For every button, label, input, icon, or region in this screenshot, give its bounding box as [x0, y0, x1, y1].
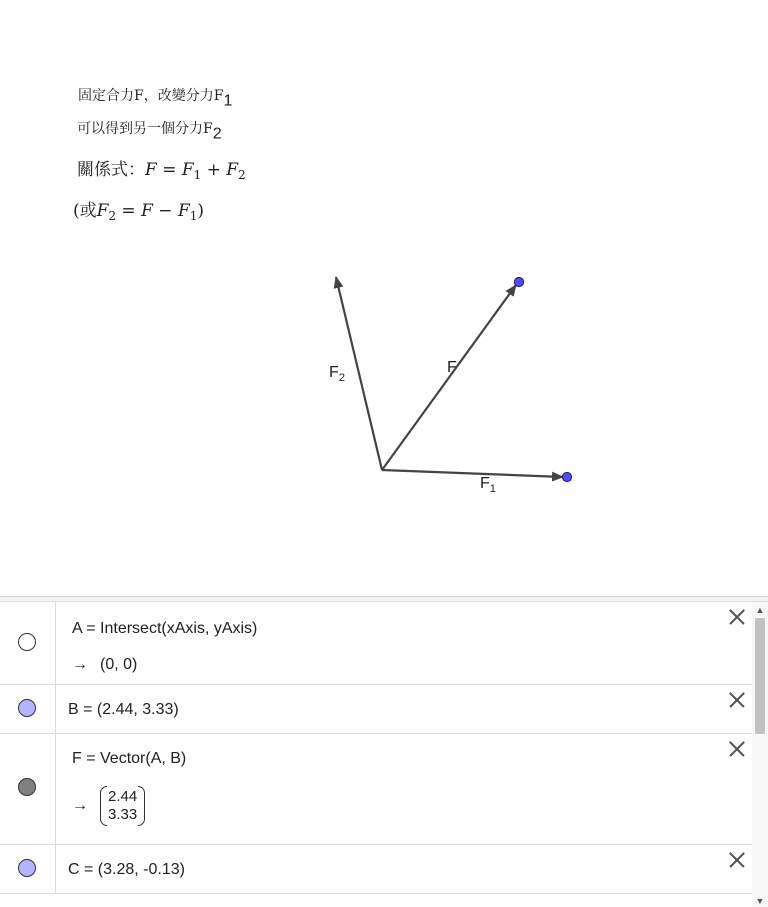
- definition-f[interactable]: F = Vector(A, B): [72, 750, 187, 767]
- scroll-thumb[interactable]: [755, 618, 765, 734]
- definition-c[interactable]: C = (3.28, -0.13): [68, 861, 185, 878]
- algebra-row-b[interactable]: [0, 685, 752, 734]
- definition-a[interactable]: A = Intersect(xAxis, yAxis): [72, 620, 258, 637]
- output-a: → (0, 0): [72, 656, 138, 673]
- vector-f[interactable]: [382, 285, 516, 470]
- marble-cell: [0, 734, 56, 844]
- scroll-up-icon[interactable]: ▲: [755, 605, 765, 615]
- output-f: → 2.44 3.33: [72, 788, 145, 824]
- visibility-marble-b[interactable]: [18, 699, 36, 717]
- visibility-marble-f[interactable]: [18, 778, 36, 796]
- visibility-marble-c[interactable]: [18, 859, 36, 877]
- delete-icon[interactable]: [728, 608, 746, 626]
- scroll-down-icon[interactable]: ▼: [755, 896, 765, 906]
- text-relation: 關係式：$F = F_1 + F_2$: [77, 160, 246, 183]
- vector-f1[interactable]: [382, 470, 563, 477]
- marble-cell: [0, 845, 56, 893]
- text-other-component: 可以得到另一個分力$F_2$: [77, 121, 222, 143]
- definition-b[interactable]: B = (2.44, 3.33): [68, 701, 179, 718]
- algebra-view[interactable]: [0, 602, 752, 907]
- marble-cell: [0, 602, 56, 684]
- point-c[interactable]: [562, 472, 571, 481]
- text-fixed-resultant: 固定合力F，改變分力$F_1$: [78, 88, 233, 110]
- algebra-row-a[interactable]: [0, 602, 752, 685]
- algebra-scrollbar[interactable]: [752, 602, 768, 907]
- vector-matrix: 2.44 3.33: [100, 788, 145, 824]
- marble-cell: [0, 685, 56, 733]
- label-f: F: [447, 359, 457, 376]
- label-f2: $F_2$: [329, 364, 346, 384]
- label-f1: $F_1$: [480, 475, 497, 495]
- algebra-row-c[interactable]: [0, 845, 752, 894]
- text-alternative-relation: (或$F_2 = F - F_1$): [73, 201, 204, 224]
- delete-icon[interactable]: [728, 691, 746, 709]
- delete-icon[interactable]: [728, 740, 746, 758]
- algebra-row-f[interactable]: [0, 734, 752, 845]
- point-b[interactable]: [514, 277, 523, 286]
- delete-icon[interactable]: [728, 851, 746, 869]
- visibility-marble-a[interactable]: [18, 633, 36, 651]
